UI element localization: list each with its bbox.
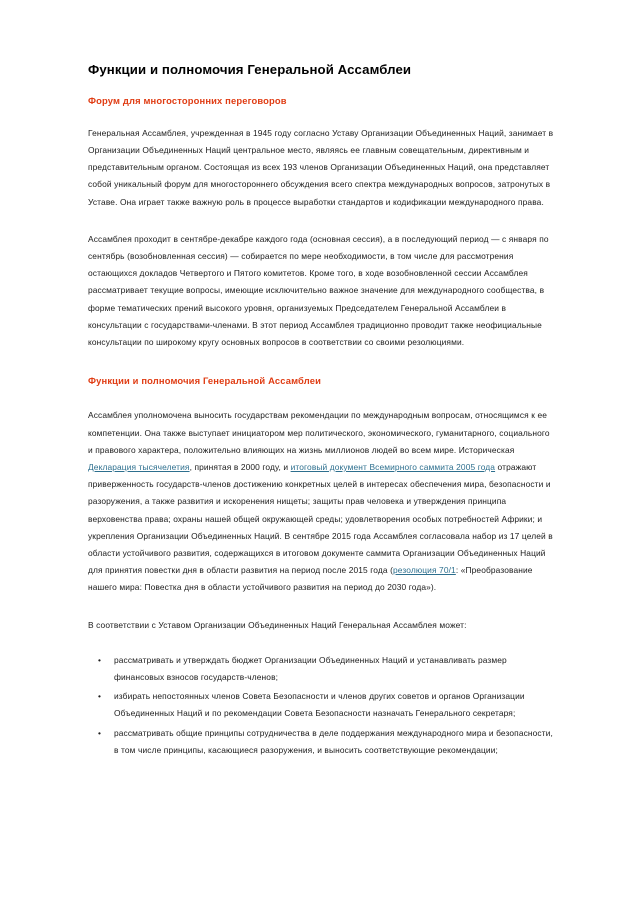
list-item: • рассматривать и утверждать бюджет Организации Объединенных Наций и устанавливать размер финансовых взносов государств-членов; — [112, 652, 554, 686]
paragraph-functions-text-3: отражают приверженность государств-членов достижению конкретных целей в интересах обеспечения мира, безопасности и разоружения, а также развития и искоренения нищеты; защиты прав человека и утверждения принципа верховенства права; охраны нашей общей окружающей среды; удовлетворения особых потребностей Африки; и укрепления Организации Объединенных Наций. В сентябре 2015 года Ассамблея согласовала набор из 17 целей в области устойчивого развития, содержащихся в итоговом документе саммита Организации Объединенных Наций для принятия повестки дня в области развития на период после 2015 года ( — [88, 461, 553, 576]
link-world-summit-2005-outcome[interactable]: итоговый документ Всемирного саммита 2005 года — [290, 461, 496, 472]
paragraph-functions-text-1: Ассамблея уполномочена выносить государствам рекомендации по международным вопросам, относящимся к ее компетенции. Она также выступает инициатором мер политического, экономического, гуманитарного, социального и правового характера, положительно влияющих на жизнь миллионов людей во всем мире. Историческая — [88, 410, 550, 455]
list-item: • рассматривать общие принципы сотрудничества в деле поддержания международного мира и безопасности, в том числе принципы, касающиеся разоружения, и выносить соответствующие рекомендации; — [112, 725, 554, 759]
document-body — [88, 62, 554, 761]
paragraph-establishment: Генеральная Ассамблея, учрежденная в 1945 году согласно Уставу Организации Объединенных Наций, занимает в Организации Объединенных Наций центральное место, являясь ее главным совещательным, директивным и представительным органом. Состоящая из всех 193 членов Организации Объединенных Наций, она представляет собой уникальный форум для многостороннего обсуждения всего спектра международных вопросов, затронутых в Уставе. Она играет также важную роль в процессе выработки стандартов и кодификации международного права. — [88, 127, 554, 207]
list-item: • избирать непостоянных членов Совета Безопасности и членов других советов и органов Организации Объединенных Наций и по рекомендации Совета Безопасности назначать Генерального секретаря; — [112, 688, 554, 722]
link-resolution-70-1[interactable]: резолюция 70/1 — [393, 565, 456, 576]
paragraph-sessions: Ассамблея проходит в сентябре-декабре каждого года (основная сессия), а в последующий период — с января по сентябрь (возобновленная сессия) — собирается по мере необходимости, в том числе для рассмотрения остающихся докладов Четвертого и Пятого комитетов. Кроме того, в ходе возобновленной сессии Ассамблея рассматривает текущие вопросы, имеющие исключительно важное значение для международного сообщества, в форме тематических прений высокого уровня, организуемых Председателем Генеральной Ассамблеи в консультации с государствами-членами. В этот период Ассамблея традиционно проводит также неофициальные консультации по широкому кругу основных вопросов в соответствии со своими резолюциями. — [88, 233, 549, 347]
paragraph-functions-text-4: : «Преобразование нашего мира: Повестка дня в области устойчивого развития на период до 2030 года»). — [88, 565, 533, 593]
section-heading-functions: Функции и полномочия Генеральной Ассамблеи — [88, 375, 322, 387]
section-heading-forum: Форум для многосторонних переговоров — [88, 94, 287, 106]
paragraph-functions-text-2: , принятая в 2000 году, и — [189, 461, 291, 472]
paragraph-charter-intro: В соответствии с Уставом Организации Объединенных Наций Генеральная Ассамблея может: — [88, 619, 467, 630]
paragraph-functions — [88, 407, 554, 596]
page-title: Функции и полномочия Генеральной Ассамблеи — [88, 62, 412, 77]
link-millennium-declaration[interactable]: Декларация тысячелетия — [88, 461, 190, 472]
powers-bullet-list — [88, 652, 554, 759]
